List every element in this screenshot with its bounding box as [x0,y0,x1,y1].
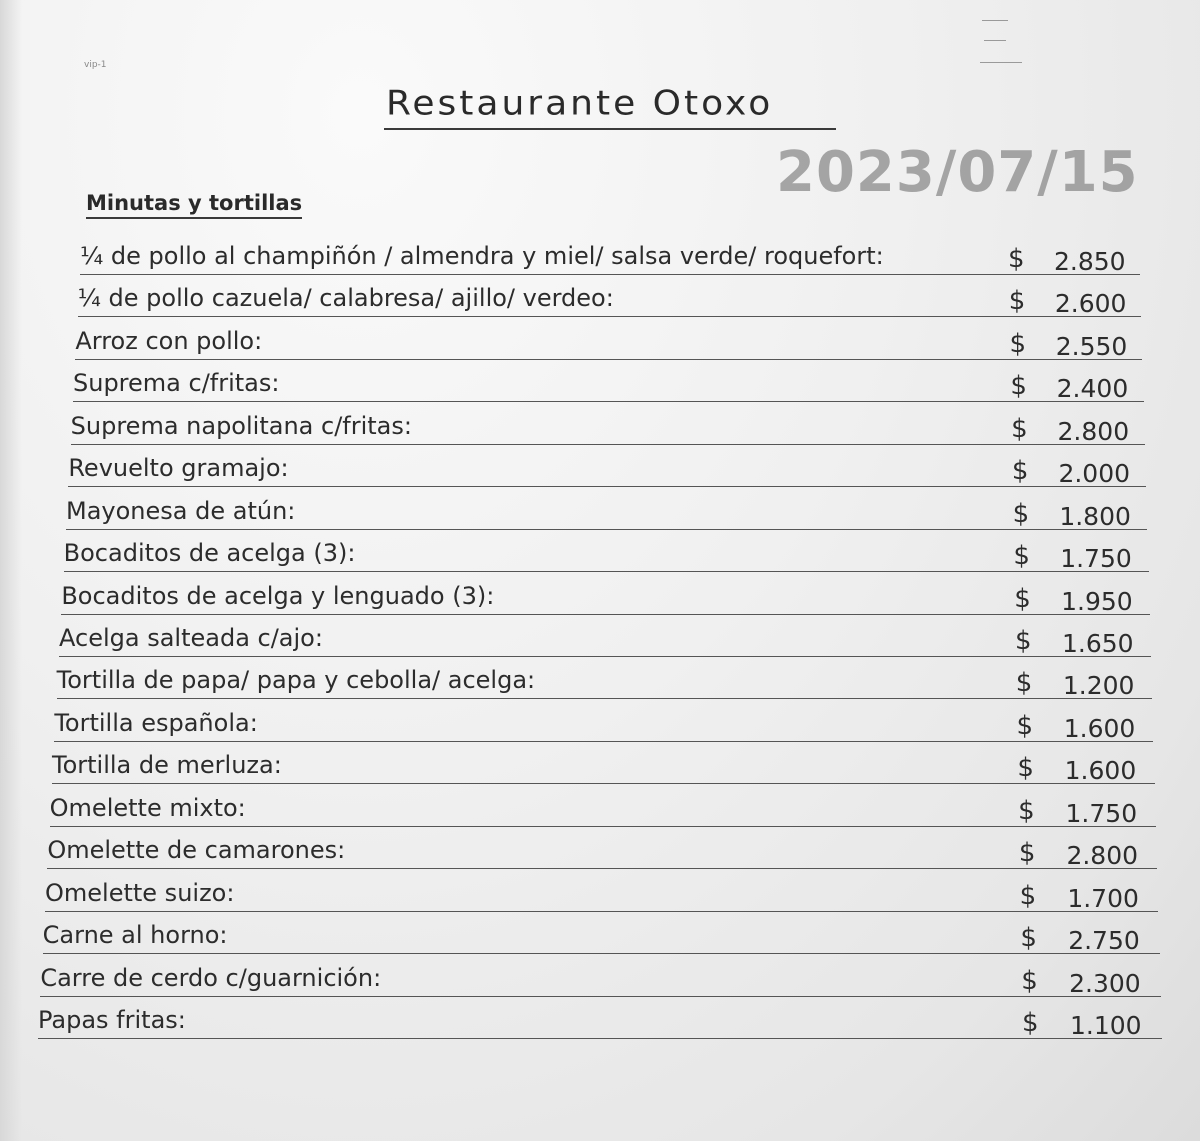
menu-item-name: Revuelto gramajo: [68,454,289,483]
menu-item-price: 1.950 [1061,586,1133,616]
currency-symbol: $ [1013,541,1030,572]
stub-line [980,62,1022,63]
currency-symbol: $ [1015,626,1032,656]
currency-symbol: $ [1017,753,1034,784]
menu-item-row [38,998,1162,1039]
menu-item-name: Omelette suizo: [45,878,235,907]
menu-item-name: Carre de cerdo c/guarnición: [40,963,382,992]
stub-line [984,40,1006,41]
currency-symbol: $ [1019,880,1037,911]
currency-symbol: $ [1011,413,1028,444]
stub-line [982,20,1008,21]
currency-symbol: $ [1022,1008,1039,1038]
menu-item-row [64,531,1149,572]
currency-symbol: $ [1008,286,1026,317]
currency-symbol: $ [1011,456,1029,487]
menu-item-name: Carne al horno: [42,921,228,950]
currency-symbol: $ [1008,244,1025,274]
currency-symbol: $ [1009,328,1027,359]
menu-item-price: 2.800 [1066,841,1139,871]
menu-item-row [45,871,1158,912]
menu-item-price: 1.650 [1062,629,1134,658]
currency-symbol: $ [1020,923,1037,954]
menu-item-row [40,956,1160,997]
menu-item-row [50,786,1156,827]
menu-item-name: ¼ de pollo al champiñón / almendra y miel/ salsa verde/ roquefort: [80,242,884,270]
menu-item-name: Mayonesa de atún: [66,496,296,525]
currency-symbol: $ [1016,710,1034,741]
menu-item-row [80,234,1140,275]
menu-item-price: 2.000 [1058,459,1131,489]
menu-item-row [71,404,1145,445]
menu-item-row [57,658,1153,699]
menu-item-name: Papas fritas: [38,1006,186,1034]
currency-symbol: $ [1015,668,1033,699]
menu-item-price: 2.550 [1055,331,1128,361]
menu-item-price: 2.850 [1054,247,1126,276]
menu-item-name: Suprema c/fritas: [73,369,280,398]
menu-item-row [61,574,1149,615]
menu-item-name: ¼ de pollo cazuela/ calabresa/ ajillo/ verdeo: [77,284,614,313]
section-title: Minutas y tortillas [86,190,302,219]
menu-item-name: Omelette mixto: [49,793,246,822]
currency-symbol: $ [1018,838,1036,869]
menu-item-row [54,701,1153,742]
menu-item-price: 1.200 [1062,671,1135,701]
menu-item-row [73,361,1144,402]
menu-item-name: Tortilla de merluza: [52,751,282,780]
currency-symbol: $ [1021,965,1038,996]
menu-item-row [47,828,1157,869]
sheet-shadow-edge [0,0,22,1141]
currency-symbol: $ [1014,583,1031,614]
title-underline [384,128,836,130]
menu-item-row [78,276,1142,317]
menu-item-price: 1.600 [1063,713,1136,743]
menu-item-row [75,319,1142,360]
menu-item-name: Bocaditos de acelga y lenguado (3): [61,581,495,610]
menu-item-price: 2.600 [1054,289,1127,319]
menu-item-row [68,446,1146,487]
corner-code: vip-1 [84,60,107,70]
menu-item-name: Tortilla de papa/ papa y cebolla/ acelga: [56,666,536,695]
menu-item-price: 1.700 [1067,883,1139,913]
menu-item-name: Acelga salteada c/ajo: [59,624,323,652]
restaurant-name: Restaurante Otoxo [386,84,774,123]
menu-item-price: 1.800 [1059,501,1131,531]
currency-symbol: $ [1010,371,1027,402]
menu-item-name: Arroz con pollo: [75,326,263,355]
menu-item-name: Suprema napolitana c/fritas: [70,411,412,440]
menu-item-row [59,616,1151,657]
currency-symbol: $ [1012,498,1030,529]
currency-symbol: $ [1018,795,1035,826]
menu-item-price: 1.100 [1070,1011,1142,1040]
menu-item-name: Bocaditos de acelga (3): [63,539,356,568]
menu-item-price: 2.400 [1056,374,1129,404]
menu-item-name: Omelette de camarones: [47,836,346,865]
menu-item-price: 2.800 [1057,416,1130,446]
menu-item-price: 1.600 [1064,756,1137,786]
menu-item-row [66,489,1147,530]
date-stamp: 2023/07/15 [776,140,1139,205]
menu-item-price: 1.750 [1065,798,1138,828]
menu-item-price: 1.750 [1060,544,1132,574]
menu-item-name: Tortilla española: [54,708,258,737]
menu-item-row [43,913,1160,954]
menu-item-price: 2.300 [1069,968,1141,998]
menu-item-price: 2.750 [1068,926,1140,956]
menu-item-row [52,743,1155,784]
